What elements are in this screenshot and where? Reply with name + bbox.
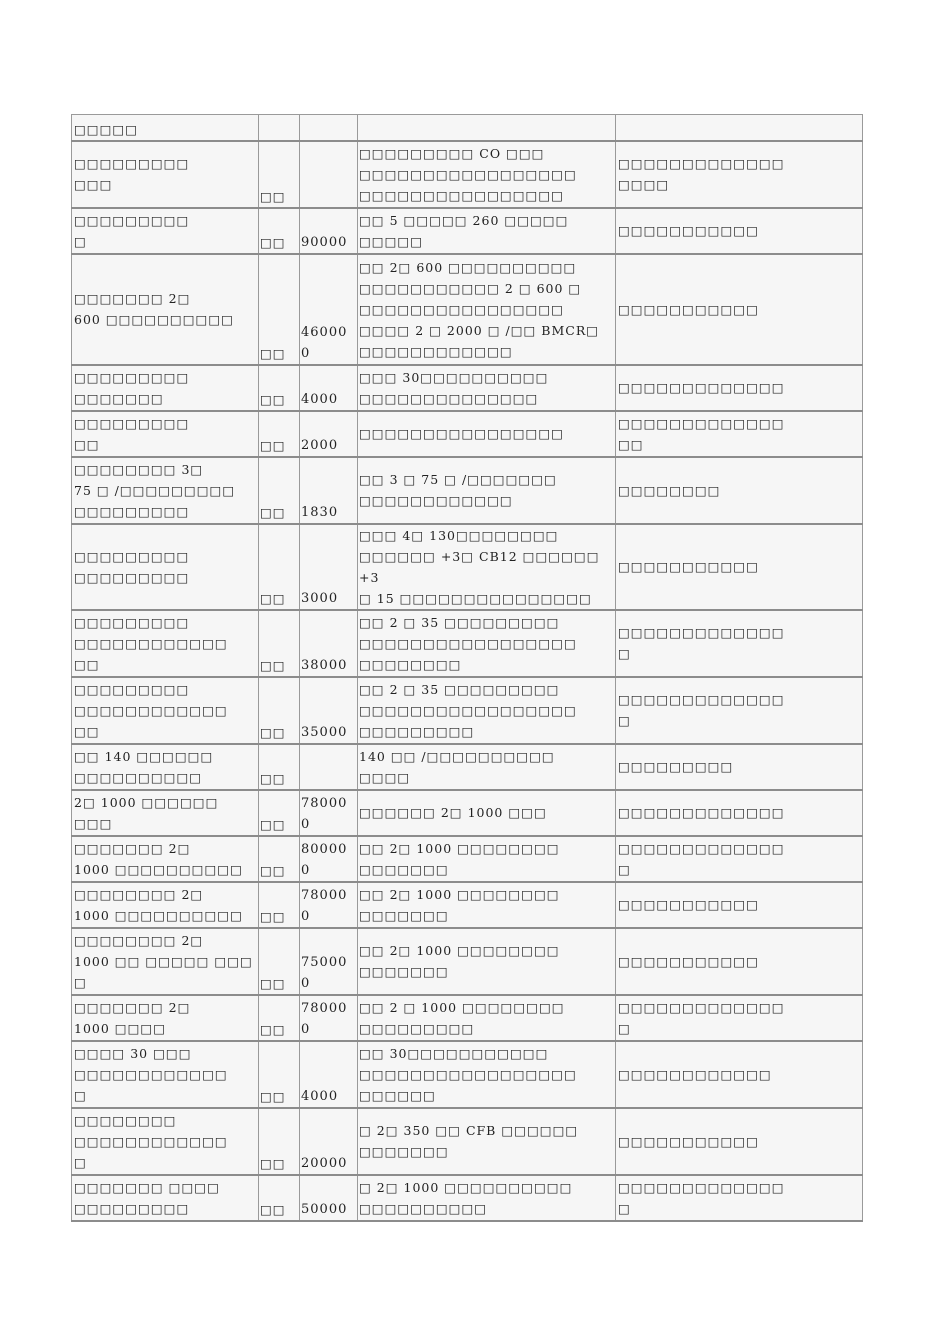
table-row — [72, 411, 863, 457]
cell-unit: □□ — [259, 836, 300, 882]
table-row — [72, 790, 863, 836]
cell-unit: □□ — [259, 744, 300, 790]
cell-price: 1830 — [300, 457, 358, 524]
cell-name: □□□□□□□□□ □ — [72, 208, 259, 254]
cell-unit: □□ — [259, 457, 300, 524]
cell-price — [300, 141, 358, 208]
table-row — [72, 115, 863, 141]
cell-price: 460000 — [300, 254, 358, 365]
cell-desc: □□ 2□ 1000 □□□□□□□□ □□□□□□□ — [358, 928, 616, 995]
table-row — [72, 882, 863, 928]
cell-note: □□□□□□□□□□□□□ □□□□ — [616, 141, 863, 208]
cell-note — [616, 115, 863, 141]
cell-price: 35000 — [300, 677, 358, 744]
cell-name: □□□□□□□□ □□□□□□□□□□□□ □ — [72, 1108, 259, 1175]
cell-price: 780000 — [300, 790, 358, 836]
cell-unit: □□ — [259, 524, 300, 610]
cell-name: □□□□□□□ 2□ 1000 □□□□□□□□□□ — [72, 836, 259, 882]
cell-price: 38000 — [300, 610, 358, 677]
cell-name: □□□□□□□□□ □□□□□□□□□□□□ □□ — [72, 677, 259, 744]
cell-note: □□□□□□□□□□□□□ □ — [616, 995, 863, 1041]
cell-name: □□□□□ — [72, 115, 259, 141]
cell-note: □□□□□□□□□□□ — [616, 208, 863, 254]
cell-note: □□□□□□□□□□□ — [616, 524, 863, 610]
table-row — [72, 928, 863, 995]
cell-note: □□□□□□□□□□□□□ □ — [616, 1175, 863, 1221]
data-table — [71, 114, 863, 1222]
cell-note: □□□□□□□□□□□□□ □ — [616, 610, 863, 677]
cell-desc: □□ 5 □□□□□ 260 □□□□□ □□□□□ — [358, 208, 616, 254]
cell-desc: □□ 2 □ 1000 □□□□□□□□ □□□□□□□□□ — [358, 995, 616, 1041]
cell-unit: □□ — [259, 254, 300, 365]
cell-price: 750000 — [300, 928, 358, 995]
cell-unit: □□ — [259, 882, 300, 928]
cell-name: □□□□□□□□□ □□□ — [72, 141, 259, 208]
cell-desc: 140 □□ /□□□□□□□□□□ □□□□ — [358, 744, 616, 790]
cell-name: □□□□□□□□□ □□ — [72, 411, 259, 457]
table-row — [72, 1175, 863, 1221]
cell-unit: □□ — [259, 1175, 300, 1221]
cell-name: 2□ 1000 □□□□□□ □□□ — [72, 790, 259, 836]
cell-unit: □□ — [259, 208, 300, 254]
cell-name: □□□□□□□□□ □□□□□□□□□□□□ □□ — [72, 610, 259, 677]
cell-desc: □□□ 4□ 130□□□□□□□□ □□□□□□ +3□ CB12 □□□□□□ +3 □ 15 □□□□□□□□□□□□□□□ — [358, 524, 616, 610]
cell-note: □□□□□□□□□□□ — [616, 254, 863, 365]
cell-price: 90000 — [300, 208, 358, 254]
cell-price: 20000 — [300, 1108, 358, 1175]
cell-name: □□□□□□□ □□□□ □□□□□□□□□ — [72, 1175, 259, 1221]
cell-unit: □□ — [259, 610, 300, 677]
table-row — [72, 677, 863, 744]
cell-unit: □□ — [259, 928, 300, 995]
table-row — [72, 524, 863, 610]
cell-name: □□□□□□□□□ □□□□□□□ — [72, 365, 259, 411]
cell-name: □□ 140 □□□□□□ □□□□□□□□□□ — [72, 744, 259, 790]
cell-note: □□□□□□□□□ — [616, 744, 863, 790]
table-row — [72, 457, 863, 524]
cell-desc: □ 2□ 350 □□ CFB □□□□□□ □□□□□□□ — [358, 1108, 616, 1175]
table-row — [72, 744, 863, 790]
table-row — [72, 1108, 863, 1175]
cell-desc: □□ 3 □ 75 □ /□□□□□□□ □□□□□□□□□□□□ — [358, 457, 616, 524]
cell-desc: □□ 30□□□□□□□□□□□ □□□□□□□□□□□□□□□□□ □□□□□□ — [358, 1041, 616, 1108]
cell-name: □□□□□□□ 2□ 600 □□□□□□□□□□ — [72, 254, 259, 365]
cell-desc: □□□□□□□□□ CO □□□ □□□□□□□□□□□□□□□□□ □□□□□□□□□□□□□□□□ — [358, 141, 616, 208]
cell-note: □□□□□□□□□□□ — [616, 928, 863, 995]
cell-price: 800000 — [300, 836, 358, 882]
cell-name: □□□□ 30 □□□ □□□□□□□□□□□□ □ — [72, 1041, 259, 1108]
cell-unit: □□ — [259, 365, 300, 411]
cell-desc: □□ 2 □ 35 □□□□□□□□□ □□□□□□□□□□□□□□□□□ □□□□□□□□□ — [358, 677, 616, 744]
cell-price: 780000 — [300, 995, 358, 1041]
cell-desc: □□ 2□ 1000 □□□□□□□□ □□□□□□□ — [358, 882, 616, 928]
cell-name: □□□□□□□□ 2□ 1000 □□□□□□□□□□ — [72, 882, 259, 928]
cell-desc — [358, 115, 616, 141]
cell-note: □□□□□□□□□□□□ — [616, 1041, 863, 1108]
cell-note: □□□□□□□□□□□□□ □ — [616, 677, 863, 744]
cell-desc: □□□ 30□□□□□□□□□□ □□□□□□□□□□□□□□ — [358, 365, 616, 411]
cell-price: 50000 — [300, 1175, 358, 1221]
cell-unit: □□ — [259, 677, 300, 744]
table-row — [72, 208, 863, 254]
cell-desc: □□□□□□□□□□□□□□□□ — [358, 411, 616, 457]
cell-unit — [259, 115, 300, 141]
table-row — [72, 1041, 863, 1108]
cell-price: 780000 — [300, 882, 358, 928]
cell-note: □□□□□□□□□□□ — [616, 882, 863, 928]
cell-note: □□□□□□□□□□□□□ — [616, 365, 863, 411]
cell-name: □□□□□□□□ 2□ 1000 □□ □□□□□ □□□ □ — [72, 928, 259, 995]
table-row — [72, 365, 863, 411]
cell-name: □□□□□□□ 2□ 1000 □□□□ — [72, 995, 259, 1041]
cell-unit: □□ — [259, 790, 300, 836]
cell-desc: □□ 2□ 1000 □□□□□□□□ □□□□□□□ — [358, 836, 616, 882]
cell-desc: □□ 2 □ 35 □□□□□□□□□ □□□□□□□□□□□□□□□□□ □□□□□□□□ — [358, 610, 616, 677]
cell-unit: □□ — [259, 1108, 300, 1175]
cell-price: 2000 — [300, 411, 358, 457]
cell-price — [300, 744, 358, 790]
cell-name: □□□□□□□□□ □□□□□□□□□ — [72, 524, 259, 610]
cell-note: □□□□□□□□□□□□□ □□ — [616, 411, 863, 457]
cell-price — [300, 115, 358, 141]
table-row — [72, 995, 863, 1041]
table-row — [72, 254, 863, 365]
table-row — [72, 141, 863, 208]
cell-price: 4000 — [300, 1041, 358, 1108]
cell-note: □□□□□□□□□□□□□ — [616, 790, 863, 836]
cell-unit: □□ — [259, 411, 300, 457]
table-body — [72, 115, 863, 1221]
table-row — [72, 610, 863, 677]
table-row — [72, 836, 863, 882]
cell-unit: □□ — [259, 141, 300, 208]
cell-name: □□□□□□□□ 3□ 75 □ /□□□□□□□□□ □□□□□□□□□ — [72, 457, 259, 524]
cell-note: □□□□□□□□□□□ — [616, 1108, 863, 1175]
cell-desc: □□ 2□ 600 □□□□□□□□□□ □□□□□□□□□□□ 2 □ 600 □ □□□□□□□□□□□□□□□□ □□□□ 2 □ 2000 □ /□□ BMCR□ □□□□□□□□□□□□ — [358, 254, 616, 365]
cell-price: 4000 — [300, 365, 358, 411]
cell-note: □□□□□□□□ — [616, 457, 863, 524]
cell-desc: □ 2□ 1000 □□□□□□□□□□ □□□□□□□□□□ — [358, 1175, 616, 1221]
cell-unit: □□ — [259, 1041, 300, 1108]
cell-price: 3000 — [300, 524, 358, 610]
cell-desc: □□□□□□ 2□ 1000 □□□ — [358, 790, 616, 836]
cell-unit: □□ — [259, 995, 300, 1041]
cell-note: □□□□□□□□□□□□□ □ — [616, 836, 863, 882]
